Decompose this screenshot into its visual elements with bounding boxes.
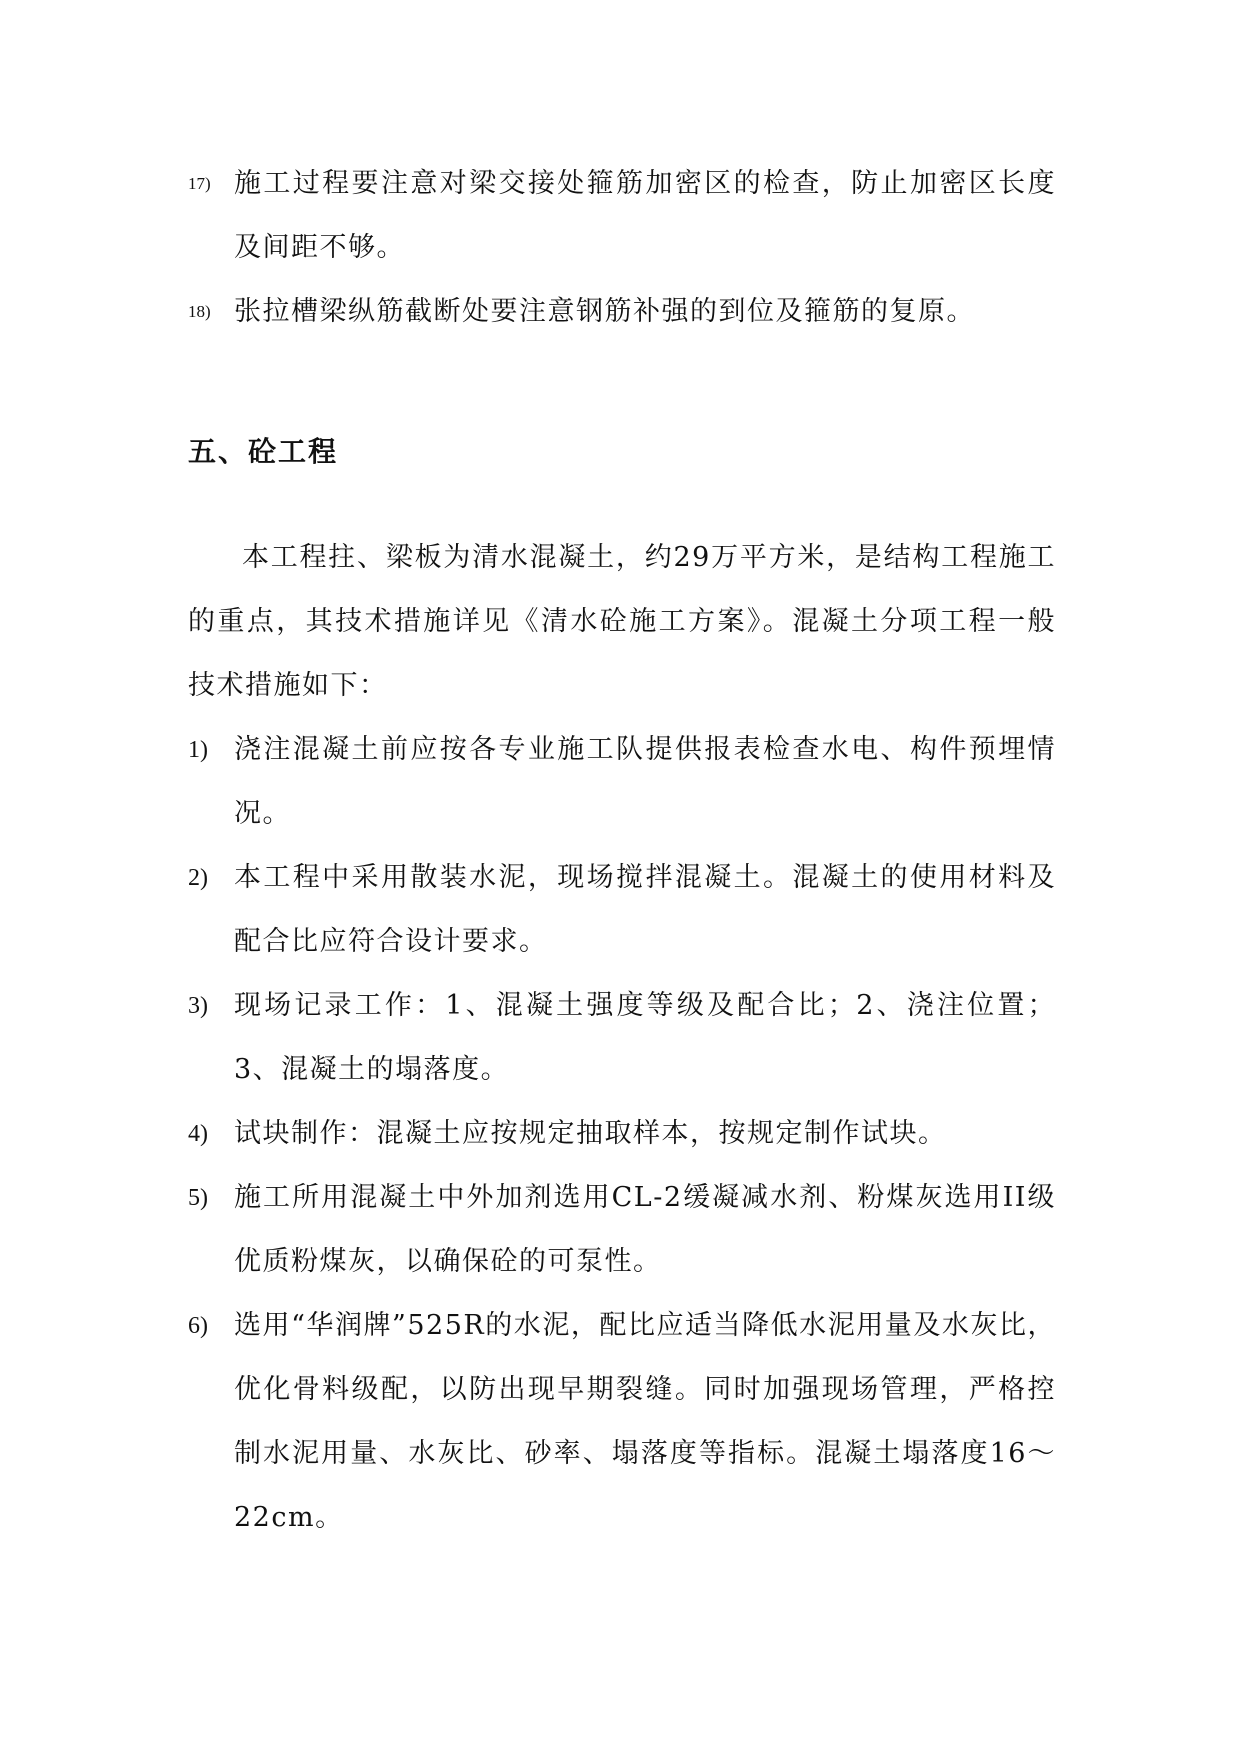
list-number: 6): [188, 1313, 208, 1339]
list-number: 18): [188, 302, 211, 321]
list-text: 张拉槽梁纵筋截断处要注意钢筋补强的到位及箍筋的复原。: [234, 296, 975, 327]
list-number: 2): [188, 865, 208, 891]
list-number: 1): [188, 737, 208, 763]
section-intro: 本工程拄、梁板为清水混凝土，约29万平方米，是结构工程施工的重点，其技术措施详见《清水砼施工方案》。混凝土分项工程一般技术措施如下：: [188, 542, 1056, 701]
list-number: 4): [188, 1121, 208, 1147]
list-text: 试块制作：混凝土应按规定抽取样本，按规定制作试块。: [234, 1118, 947, 1149]
list-text: 施工过程要注意对梁交接处箍筋加密区的检查，防止加密区长度及间距不够。: [234, 168, 1056, 263]
list-text: 本工程中采用散装水泥，现场搅拌混凝土。混凝土的使用材料及配合比应符合设计要求。: [234, 862, 1056, 957]
section-heading: 五、砼工程: [188, 435, 339, 468]
list-text: 浇注混凝土前应按各专业施工队提供报表检查水电、构件预埋情况。: [234, 734, 1056, 829]
list-text: 现场记录工作：1、混凝土强度等级及配合比；2、浇注位置；3、混凝土的塌落度。: [234, 990, 1056, 1085]
list-text: 选用“华润牌”525R的水泥，配比应适当降低水泥用量及水灰比，优化骨料级配，以防出现早期裂缝。同时加强现场管理，严格控制水泥用量、水灰比、砂率、塌落度等指标。混凝土塌落度16～22cm。: [234, 1310, 1056, 1533]
list-number: 3): [188, 993, 208, 1019]
list-number: 17): [188, 174, 211, 193]
list-number: 5): [188, 1185, 208, 1211]
list-text: 施工所用混凝土中外加剂选用CL-2缓凝减水剂、粉煤灰选用II级优质粉煤灰，以确保砼的可泵性。: [234, 1182, 1056, 1277]
